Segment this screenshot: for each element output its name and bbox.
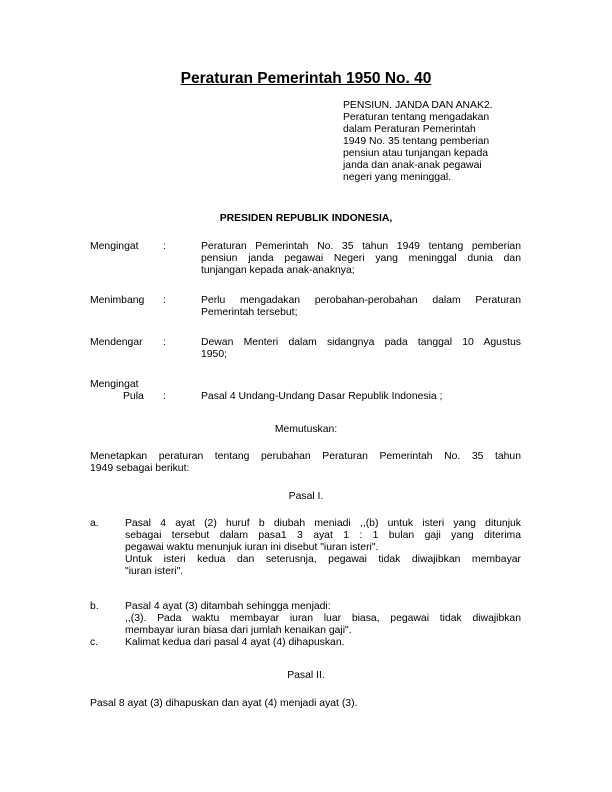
article-heading: Pasal II. [287, 670, 325, 681]
colon: : [163, 295, 166, 306]
text-line: pensiun janda pegawai Negeri yang meninggal dunia dan [201, 253, 521, 264]
text-line: membayar iuran biasa dari jumlah kenaikan gaji". [125, 625, 352, 636]
article-heading: Pasal I. [288, 491, 324, 502]
consideration-label-continued: Pula [123, 391, 144, 402]
text-line: 1949 sebagai berikut: [90, 463, 190, 474]
text-line: Peraturan Pemerintah No. 35 tahun 1949 tentang pemberian [201, 241, 521, 252]
consideration-label: Mengingat [90, 241, 139, 252]
text-line: Pasal 4 ayat (2) huruf b diubah meniadi ,,(b) untuk isteri yang ditunjuk [125, 518, 521, 529]
text-line: 1950; [201, 349, 228, 360]
consideration-label: Mengingat [90, 379, 139, 390]
list-marker: c. [90, 637, 99, 648]
consideration-text [201, 391, 521, 403]
text-line: Perlu mengadakan perobahan-perobahan dalam Peraturan [201, 295, 521, 306]
list-marker: a. [90, 518, 99, 529]
article-text: Pasal 8 ayat (3) dihapuskan dan ayat (4) menjadi ayat (3). [90, 698, 358, 709]
consideration-label: Menimbang [90, 295, 145, 306]
decision-heading: Memutuskan: [274, 424, 338, 435]
text-line: tunjangan kepada anak-anaknya; [201, 265, 355, 276]
text-line: Menetapkan peraturan tentang perubahan Peraturan Pemerintah No. 35 tahun [90, 451, 521, 462]
text-line: Dewan Menteri dalam sidangnya pada tanggal 10 Agustus [201, 337, 521, 348]
text-line: "iuran isteri". [125, 566, 184, 577]
consideration-label: Mendengar [90, 337, 143, 348]
text-line: Pemerintah tersebut; [201, 307, 298, 318]
list-item [125, 637, 521, 649]
summary-line: pensiun atau tunjangan kepada [343, 148, 489, 159]
text-line: ,,(3). Pada waktu membayar iuran luar biasa, pegawai tidak diwajibkan [125, 613, 521, 624]
list-marker: b. [90, 601, 99, 612]
text-line: Untuk isteri kedua dan seterusnja, pegawai tidak diwajibkan membayar [125, 554, 521, 565]
consideration-text [201, 241, 521, 277]
colon: : [163, 241, 166, 252]
decision-text [90, 451, 521, 475]
document-title: Peraturan Pemerintah 1950 No. 40 [180, 70, 432, 87]
consideration-text [201, 295, 521, 319]
summary-line: janda dan anak-anak pegawai [343, 160, 482, 171]
summary-line: dalam Peraturan Pemerintah [343, 124, 476, 135]
text-line: Pasal 4 Undang-Undang Dasar Republik Indonesia ; [201, 391, 443, 402]
text-line: Kalimat kedua dari pasal 4 ayat (4) dihapuskan. [125, 637, 345, 648]
colon: : [163, 391, 166, 402]
colon: : [163, 337, 166, 348]
text-line: sebagai tersebut dalam pasa1 3 ayat 1 : 1 bulan gaji yang diterima [125, 530, 521, 541]
list-item [125, 601, 521, 637]
summary-line: negeri yang meninggal. [343, 172, 452, 183]
summary-line: 1949 No. 35 tentang pemberian [343, 136, 490, 147]
summary-heading: PENSIUN. JANDA DAN ANAK2. [343, 100, 493, 111]
summary-line: Peraturan tentang mengadakan [343, 112, 490, 123]
issuer-heading: PRESIDEN REPUBLIK INDONESIA, [219, 213, 393, 224]
consideration-text [201, 337, 521, 361]
list-item [125, 518, 521, 578]
text-line: Pasal 4 ayat (3) ditambah sehingga menjadi: [125, 601, 331, 612]
text-line: pegawai waktu menunjuk iuran ini disebut "iuran isteri". [125, 542, 379, 553]
summary-block [343, 100, 521, 184]
